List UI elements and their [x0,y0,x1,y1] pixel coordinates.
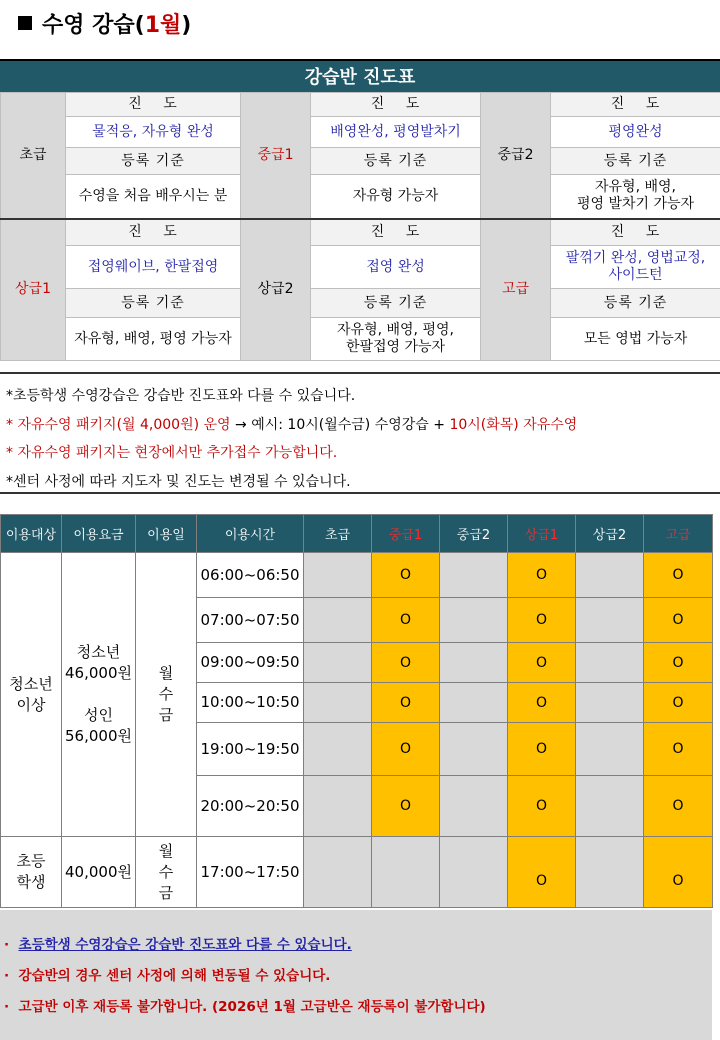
slot-empty [440,553,508,598]
slot-empty [440,776,508,837]
progress-header: 진 도 [66,219,241,246]
note-line: *센터 사정에 따라 지도자 및 진도는 변경될 수 있습니다. [6,473,351,490]
slot-mark: O [644,598,713,643]
square-bullet-icon [18,16,32,30]
slot-empty [304,598,372,643]
progress-table [0,92,720,361]
fee-cell: 청소년 46,000원 성인 56,000원 [62,553,136,837]
slot-mark: O [644,643,713,683]
days-cell: 월 수 금 [136,553,197,837]
slot-mark: O [372,598,440,643]
title-text: 수영 강습( [42,13,145,38]
slot-empty [440,683,508,723]
slot-empty [576,776,644,837]
slot-mark: O [372,553,440,598]
register-header: 등록 기준 [311,289,481,318]
col-header: 이용대상 [1,515,62,553]
title-month: 1월 [144,13,182,38]
progress-header: 진 도 [551,219,720,246]
time-cell: 06:00~06:50 [197,553,304,598]
level-criteria: 수영을 처음 배우시는 분 [66,175,241,219]
slot-empty [304,643,372,683]
progress-header: 진 도 [311,219,481,246]
col-header: 상급2 [576,515,644,553]
time-cell: 20:00~20:50 [197,776,304,837]
level-name: 상급1 [1,219,66,361]
register-header: 등록 기준 [551,289,720,318]
time-cell: 17:00~17:50 [197,837,304,908]
target-cell: 청소년 이상 [1,553,62,837]
slot-mark: O [508,598,576,643]
col-header: 이용일 [136,515,197,553]
slot-empty [304,776,372,837]
slot-mark: O [508,776,576,837]
slot-empty [304,683,372,723]
slot-empty [440,643,508,683]
level-progress: 물적응, 자유형 완성 [66,117,241,148]
level-criteria: 자유형 가능자 [311,175,481,219]
col-header: 초급 [304,515,372,553]
slot-empty [304,723,372,776]
note-line: · 고급반 이후 재등록 불가합니다. (2026년 1월 고급반은 재등록이 불가합니다) [4,999,486,1015]
col-header: 중급2 [440,515,508,553]
level-progress: 접영웨이브, 한팔접영 [66,246,241,289]
slot-mark: O [644,776,713,837]
level-progress: 접영 완성 [311,246,481,289]
level-criteria: 자유형, 배영, 평영 발차기 가능자 [551,175,720,219]
schedule-table [0,514,713,908]
slot-mark: O [372,776,440,837]
progress-header: 진 도 [66,93,241,117]
days-cell: 월 수 금 [136,837,197,908]
notes-top [0,372,720,494]
slot-empty [304,553,372,598]
slot-empty [372,837,440,908]
slot-empty [440,723,508,776]
col-header: 이용요금 [62,515,136,553]
level-progress: 평영완성 [551,117,720,148]
slot-empty [576,598,644,643]
level-progress: 팔꺾기 완성, 영법교정, 사이드턴 [551,246,720,289]
col-header: 이용시간 [197,515,304,553]
slot-mark: O [508,837,576,908]
col-header: 중급1 [372,515,440,553]
level-name: 고급 [481,219,551,361]
time-cell: 09:00~09:50 [197,643,304,683]
fee-cell: 40,000원 [62,837,136,908]
register-header: 등록 기준 [66,289,241,318]
slot-mark: O [372,723,440,776]
title-suffix: ) [181,13,192,38]
progress-header: 진 도 [551,93,720,117]
slot-mark: O [372,643,440,683]
time-cell: 19:00~19:50 [197,723,304,776]
slot-mark: O [372,683,440,723]
slot-mark: O [508,553,576,598]
slot-empty [576,837,644,908]
progress-table-banner: 강습반 진도표 [0,59,720,94]
level-criteria: 자유형, 배영, 평영 가능자 [66,318,241,361]
level-criteria: 자유형, 배영, 평영, 한팔접영 가능자 [311,318,481,361]
slot-mark: O [644,723,713,776]
page-title [18,8,191,39]
slot-empty [576,683,644,723]
slot-mark: O [508,723,576,776]
slot-empty [576,723,644,776]
slot-empty [304,837,372,908]
time-cell: 07:00~07:50 [197,598,304,643]
slot-mark: O [508,643,576,683]
note-line: *초등학생 수영강습은 강습반 진도표와 다를 수 있습니다. [6,388,356,404]
slot-mark: O [508,683,576,723]
slot-empty [576,643,644,683]
col-header: 고급 [644,515,713,553]
col-header: 상급1 [508,515,576,553]
register-header: 등록 기준 [551,148,720,175]
level-name: 상급2 [241,219,311,361]
register-header: 등록 기준 [66,148,241,175]
time-cell: 10:00~10:50 [197,683,304,723]
slot-mark: O [644,553,713,598]
slot-empty [440,598,508,643]
register-header: 등록 기준 [311,148,481,175]
level-name: 중급2 [481,93,551,219]
notes-bottom [0,910,712,1040]
slot-mark: O [644,837,713,908]
progress-header: 진 도 [311,93,481,117]
note-line: · 강습반의 경우 센터 사정에 의해 변동될 수 있습니다. [4,968,331,984]
target-cell: 초등 학생 [1,837,62,908]
level-progress: 배영완성, 평영발차기 [311,117,481,148]
level-name: 초급 [1,93,66,219]
level-criteria: 모든 영법 가능자 [551,318,720,361]
slot-empty [576,553,644,598]
note-line: · 초등학생 수영강습은 강습반 진도표와 다를 수 있습니다. [4,937,352,953]
slot-empty [440,837,508,908]
level-name: 중급1 [241,93,311,219]
slot-mark: O [644,683,713,723]
note-line: * 자유수영 패키지(월 4,000원) 운영 → 예시: 10시(월수금) 수영강습 + 10시(화목) 자유수영 [6,416,578,433]
note-line: * 자유수영 패키지는 현장에서만 추가접수 가능합니다. [6,445,338,461]
